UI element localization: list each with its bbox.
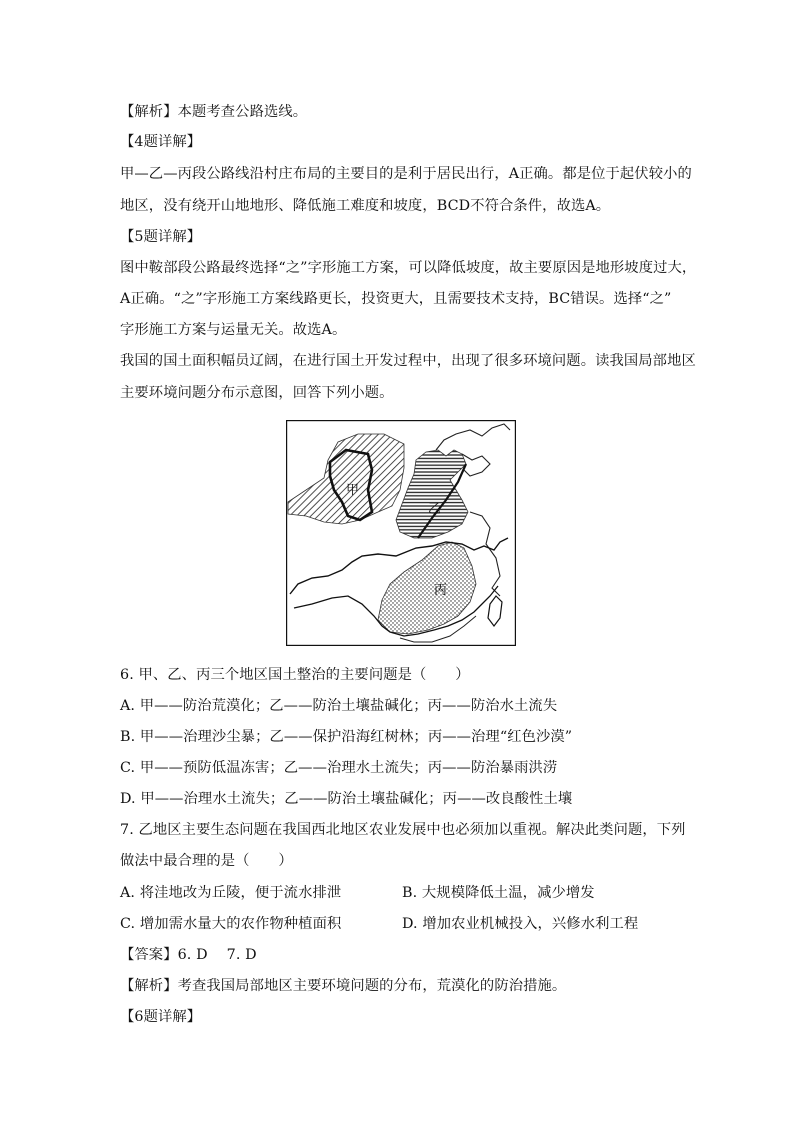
- q7-options-row-1: [120, 883, 341, 903]
- q6-option-c: C. 甲——预防低温冻害；乙——治理水土流失；丙——防治暴雨洪涝: [120, 760, 558, 776]
- q6-stem: 6. 甲、乙、丙三个地区国土整治的主要问题是（ ）: [120, 667, 470, 683]
- q7-stem-line-1: 7. 乙地区主要生态问题在我国西北地区农业发展中也必须加以重视。解决此类问题，下列: [120, 822, 686, 838]
- label-bing: 丙: [434, 583, 448, 598]
- q5-text-line-3: 字形施工方案与运量无关。故选A。: [120, 322, 347, 338]
- intro-line-2: 主要环境问题分布示意图，回答下列小题。: [120, 385, 394, 401]
- environment-problem-map: [286, 420, 516, 646]
- q7-stem-line-2: 做法中最合理的是（ ）: [120, 853, 293, 869]
- q6-option-a: A. 甲——防治荒漠化；乙——防治土壤盐碱化；丙——防治水土流失: [120, 698, 558, 714]
- analysis-line-2: 【解析】考查我国局部地区主要环境问题的分布，荒漠化的防治措施。: [120, 978, 567, 994]
- q7-option-c: C. 增加需水量大的农作物种植面积: [120, 916, 342, 932]
- q7-option-d: D. 增加农业机械投入，兴修水利工程: [402, 916, 639, 932]
- q6-detail-header: 【6题详解】: [120, 1009, 202, 1025]
- q6-option-d: D. 甲——治理水土流失；乙——防治土壤盐碱化；丙——改良酸性土壤: [120, 791, 573, 807]
- label-jia: 甲: [346, 483, 360, 498]
- q6-option-b: B. 甲——治理沙尘暴；乙——保护沿海红树林；丙——治理“红色沙漠”: [120, 729, 573, 745]
- q4-text-line-2: 地区，没有绕开山地地形、降低施工难度和坡度，BCD不符合条件，故选A。: [120, 198, 611, 214]
- answer-line: 【答案】6. D 7. D: [120, 947, 257, 963]
- q4-text-line-1: 甲—乙—丙段公路线沿村庄布局的主要目的是利于居民出行，A正确。都是位于起伏较小的: [120, 166, 692, 182]
- q4-detail-header: 【4题详解】: [120, 134, 202, 150]
- intro-line-1: 我国的国土面积幅员辽阔，在进行国土开发过程中，出现了很多环境问题。读我国局部地区: [120, 353, 696, 369]
- q5-detail-header: 【5题详解】: [120, 229, 202, 245]
- analysis-header: 【解析】本题考查公路选线。: [120, 104, 308, 120]
- label-yi: 乙: [428, 502, 442, 517]
- q5-text-line-1: 图中鞍部段公路最终选择“之”字形施工方案，可以降低坡度，故主要原因是地形坡度过大，: [120, 260, 697, 276]
- q7-option-a: A. 将洼地改为丘陵，便于流水排泄: [120, 885, 342, 901]
- q5-text-line-2: A正确。“之”字形施工方案线路更长，投资更大，且需要技术支持，BC错误。选择“之”: [120, 291, 672, 307]
- q7-option-b: B. 大规模降低土温，减少增发: [402, 885, 595, 901]
